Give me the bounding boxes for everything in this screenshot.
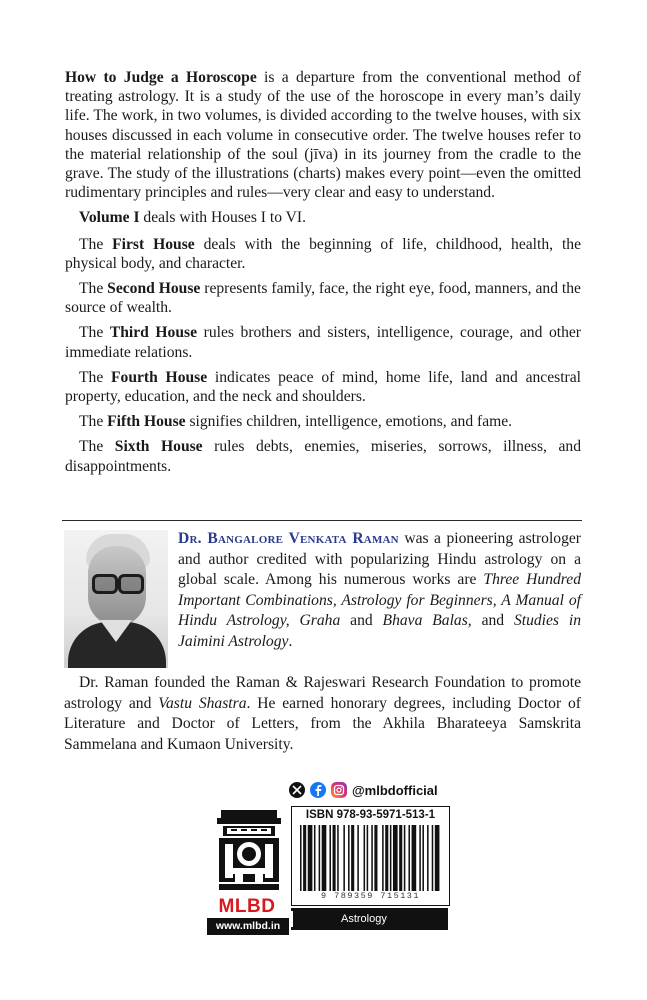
barcode-bar [427, 825, 429, 891]
section-divider [62, 520, 582, 521]
barcode-bar [333, 825, 336, 891]
house-description: The Fourth House indicates peace of mind, home life, land and ancestral property, education, and the neck and shoulders. [65, 368, 581, 406]
barcode-bar [303, 825, 306, 891]
barcode-bar [371, 825, 373, 891]
barcode-bars [300, 825, 441, 891]
barcode-bar [329, 825, 331, 891]
barcode-bar [364, 825, 366, 891]
barcode-block [291, 806, 450, 906]
barcode-bar [432, 825, 434, 891]
barcode-bar [399, 825, 402, 891]
author-name: Dr. Bangalore Venkata Raman [178, 530, 399, 547]
house-description: The Sixth House rules debts, enemies, miseries, sorrows, illness, and disappointments. [65, 438, 581, 475]
book-title: How to Judge a Horoscope [65, 69, 257, 86]
barcode-bar [300, 825, 302, 891]
barcode-bar [343, 825, 345, 891]
barcode-bar [351, 825, 354, 891]
house-description: The Third House rules brothers and sisters, intelligence, courage, and other immediate relations. [65, 324, 581, 361]
book-blurb [65, 68, 581, 482]
barcode-bar [322, 825, 327, 891]
author-bio: Dr. Bangalore Venkata Raman was a pioneering astrologer and author credited with popularizing Hindu astrology on a global scale. Among his numerous works are Three Hundred Important Combinations, Astrology for Beginners, A Manual of Hindu Astrology, Graha and Bhava Balas, and Studies in Jaimini Astrology. [178, 530, 582, 650]
publisher-website[interactable]: www.mlbd.in [207, 918, 289, 935]
barcode-bar [390, 825, 392, 891]
barcode-bar [419, 825, 421, 891]
barcode-bar [385, 825, 388, 891]
category-bar [291, 908, 448, 930]
barcode-bar [412, 825, 417, 891]
barcode-bar [382, 825, 384, 891]
social-handle[interactable]: @mlbdofficial [352, 782, 438, 798]
barcode-bar [314, 825, 316, 891]
barcode-bar [319, 825, 321, 891]
barcode-bar [435, 825, 440, 891]
barcode-bar [308, 825, 313, 891]
barcode-bar [348, 825, 350, 891]
author-photo [64, 530, 168, 668]
house-description: The Second House represents family, face, the right eye, food, manners, and the source of wealth. [65, 280, 581, 317]
publisher-name: MLBD [218, 896, 276, 917]
barcode-bar [404, 825, 406, 891]
facebook-icon[interactable] [310, 782, 326, 798]
isbn-label: ISBN 978-93-5971-513-1 [305, 809, 436, 821]
instagram-icon[interactable] [331, 782, 347, 798]
barcode-bar [337, 825, 339, 891]
x-icon[interactable] [289, 782, 305, 798]
volume-note: Volume I deals with Houses I to VI. [79, 209, 306, 227]
mlbd-logo-icon [213, 806, 285, 892]
house-description: The Fifth House signifies children, intelligence, emotions, and fame. [79, 413, 513, 431]
social-links [289, 780, 438, 800]
blurb-intro: How to Judge a Horoscope is a departure from the conventional method of treating astrology. It is a study of the use of the horoscope in every man’s daily life. The work, in two volumes, is divided according to the twelve houses, with six houses discussed in each volume in consecutive order. The twelve houses refer to the material relationship of the soul (jīva) in its journey from the cradle to the grave. The study of the illustrations (charts) makes every point—even the omitted rudimentary principles and rules—very clear and easy to understand. [65, 69, 581, 202]
house-description: The First House deals with the beginning of life, childhood, health, the physical body, and character. [65, 235, 581, 272]
barcode-bar [374, 825, 377, 891]
barcode-bar [422, 825, 424, 891]
barcode-digits: 9 789359 715131 [320, 891, 420, 901]
barcode-bar [357, 825, 359, 891]
author-bio-continued: Dr. Raman founded the Raman & Rajeswari Research Foundation to promote astrology and Vastu Shastra. He earned honorary degrees, including Doctor of Literature and Doctor of Letters, from the Akhila Bharateeya Samskrita Sammelana and Kumaon University. [64, 674, 581, 753]
barcode-bar [408, 825, 410, 891]
barcode-bar [393, 825, 398, 891]
barcode-bar [367, 825, 369, 891]
category-label: Astrology [341, 913, 387, 925]
